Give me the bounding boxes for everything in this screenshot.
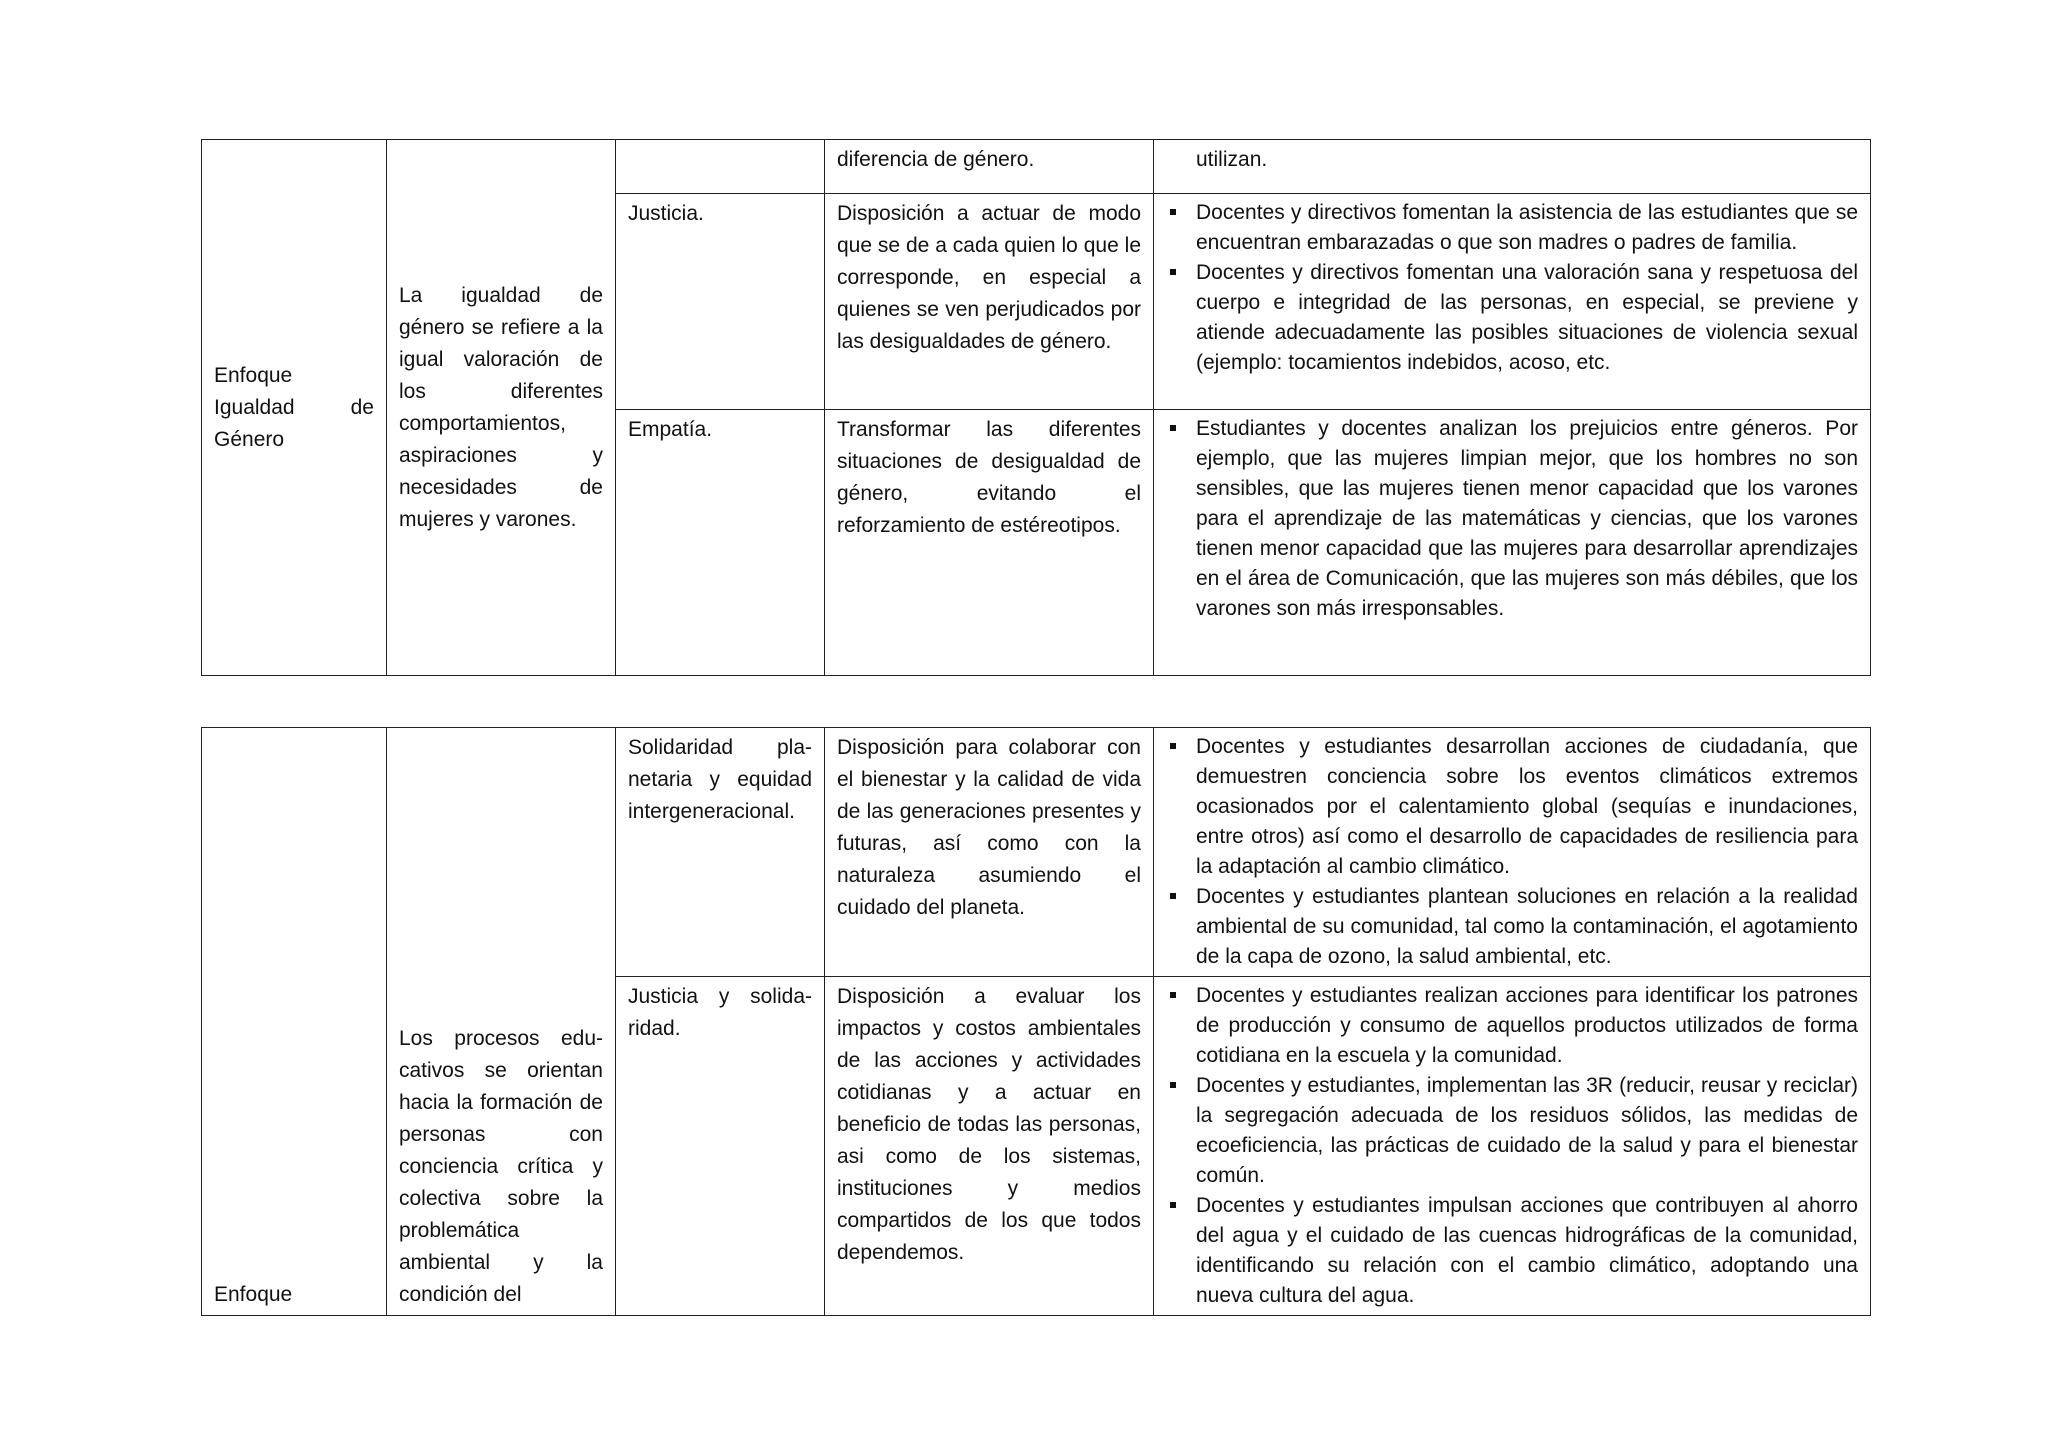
acciones-cell: [1154, 410, 1871, 676]
enfoque-cell: Enfoque Igualdad de Género: [202, 140, 387, 676]
accion-item: Docentes y estudiantes impulsan acciones que contribuyen al ahorro del agua y el cuidado de las cuencas hidrográficas de la comunidad, identificando su relación con el cambio climático, adoptando una nueva cultura del agua.: [1166, 1191, 1858, 1311]
actitud-cell: Transformar las diferentes situaciones de desigualdad de género, evitando el reforzamiento de estéreotipos.: [825, 410, 1154, 676]
accion-item: Docentes y estudiantes desarrollan acciones de ciudadanía, que demuestren conciencia sobre los eventos climáticos extremos ocasionados por el calentamiento global (sequías e inundaciones, entre otros) así como el desarrollo de capacidades de resiliencia para la adaptación al cambio climático.: [1166, 732, 1858, 882]
actitud-cell: Disposición a actuar de modo que se de a cada quien lo que le corresponde, en especial a quienes se ven perjudicados por las desigualdades de género.: [825, 194, 1154, 410]
acciones-cell: [1154, 977, 1871, 1316]
valor-cell: Justicia y solida-ridad.: [616, 977, 825, 1316]
descripcion-cell: La igualdad de género se refiere a la igual valoración de los diferentes comportamientos, aspiraciones y necesidades de mujeres y varones.: [387, 140, 616, 676]
accion-item: Docentes y directivos fomentan una valoración sana y respetuosa del cuerpo e integridad de las personas, en especial, se previene y atiende adecuadamente las posibles situaciones de violencia sexual (ejemplo: tocamientos indebidos, acoso, etc.: [1166, 258, 1858, 378]
acciones-cell: [1154, 728, 1871, 977]
gender-equality-table: [201, 139, 1871, 676]
valor-cell: Solidaridad pla-netaria y equidad intergeneracional.: [616, 728, 825, 977]
actitud-cell: Disposición a evaluar los impactos y costos ambientales de las acciones y actividades cotidianas y a actuar en beneficio de todas las personas, asi como de los sistemas, instituciones y medios compartidos de los que todos dependemos.: [825, 977, 1154, 1316]
valor-cell: Justicia.: [616, 194, 825, 410]
accion-continuation: utilizan.: [1196, 148, 1268, 171]
valor-cell: [616, 140, 825, 194]
accion-item: Docentes y directivos fomentan la asistencia de las estudiantes que se encuentran embarazadas o que son madres o padres de familia.: [1166, 198, 1858, 258]
accion-item: Docentes y estudiantes, implementan las 3R (reducir, reusar y reciclar) la segregación adecuada de los residuos sólidos, las medidas de ecoeficiencia, las prácticas de cuidado de la salud y para el bienestar común.: [1166, 1071, 1858, 1191]
accion-item: Docentes y estudiantes realizan acciones para identificar los patrones de producción y consumo de aquellos productos utilizados de forma cotidiana en la escuela y la comunidad.: [1166, 981, 1858, 1071]
acciones-cell: [1154, 194, 1871, 410]
enfoque-cell: Enfoque: [202, 728, 387, 1316]
acciones-cell: [1154, 140, 1871, 194]
descripcion-cell: Los procesos edu-cativos se orientan hacia la formación de personas con conciencia crítica y colectiva sobre la problemática ambiental y la condición del: [387, 728, 616, 1316]
accion-item: Docentes y estudiantes plantean soluciones en relación a la realidad ambiental de su comunidad, tal como la contaminación, el agotamiento de la capa de ozono, la salud ambiental, etc.: [1166, 882, 1858, 972]
environmental-table: [201, 727, 1871, 1316]
valor-cell: Empatía.: [616, 410, 825, 676]
accion-item: Estudiantes y docentes analizan los prejuicios entre géneros. Por ejemplo, que las mujeres limpian mejor, que los hombres no son sensibles, que las mujeres tienen menor capacidad que los varones para el aprendizaje de las matemáticas y ciencias, que los varones tienen menor capacidad que las mujeres para desarrollar aprendizajes en el área de Comunicación, que las mujeres son más débiles, que los varones son más irresponsables.: [1166, 414, 1858, 624]
actitud-cell: Disposición para colaborar con el bienestar y la calidad de vida de las generaciones presentes y futuras, así como con la naturaleza asumiendo el cuidado del planeta.: [825, 728, 1154, 977]
actitud-cell: diferencia de género.: [825, 140, 1154, 194]
